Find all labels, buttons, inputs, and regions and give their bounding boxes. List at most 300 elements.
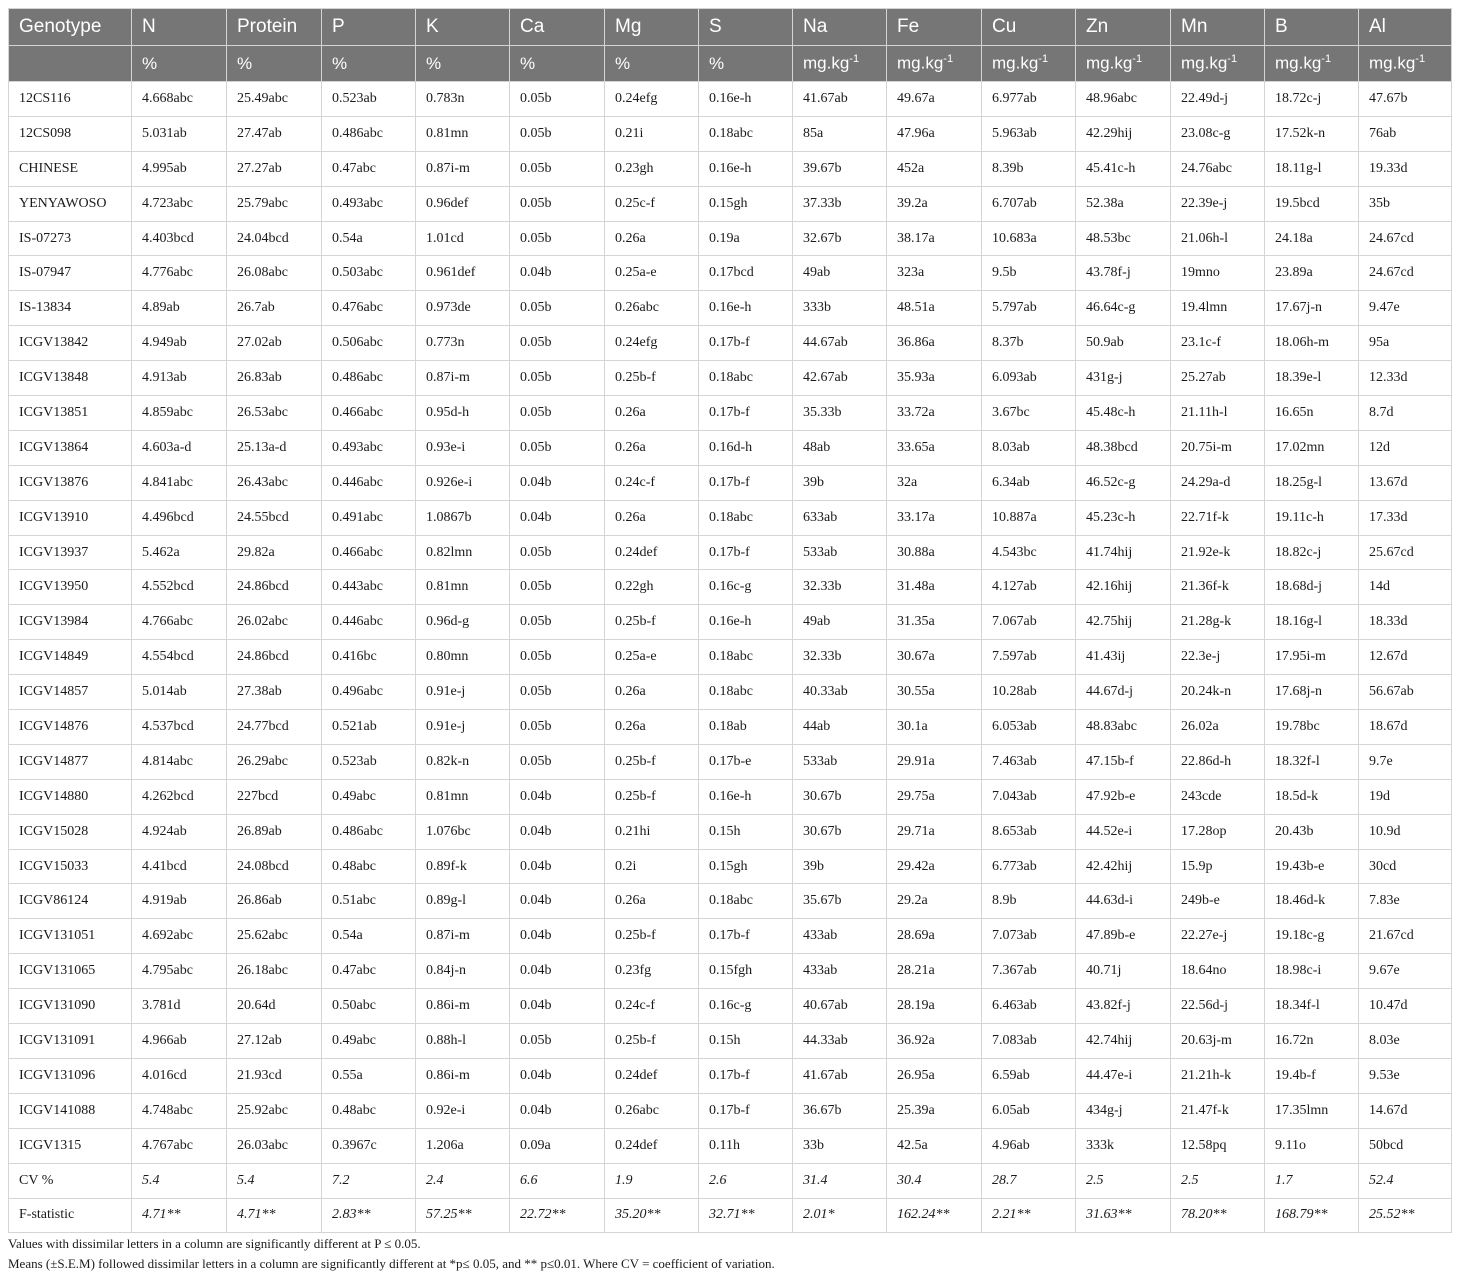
- table-cell: 433ab: [793, 919, 887, 954]
- table-cell: 2.01*: [793, 1198, 887, 1233]
- table-cell: 22.49d-j: [1171, 82, 1265, 117]
- table-cell: 0.05b: [510, 605, 605, 640]
- table-cell: 20.75i-m: [1171, 430, 1265, 465]
- table-cell: 0.54a: [322, 221, 416, 256]
- table-cell: 0.04b: [510, 1058, 605, 1093]
- table-cell: 27.38ab: [227, 675, 322, 710]
- table-cell: 30.4: [887, 1163, 982, 1198]
- table-cell: 19.11c-h: [1265, 500, 1359, 535]
- table-cell: 95a: [1359, 326, 1452, 361]
- table-cell: 0.17b-f: [699, 326, 793, 361]
- table-cell: 4.949ab: [132, 326, 227, 361]
- table-row: [9, 116, 1452, 151]
- table-cell: 533ab: [793, 744, 887, 779]
- table-row: [9, 256, 1452, 291]
- table-cell: 10.28ab: [982, 675, 1076, 710]
- table-row: [9, 919, 1452, 954]
- table-cell: 533ab: [793, 535, 887, 570]
- table-cell: 0.25b-f: [605, 744, 699, 779]
- table-cell: 0.961def: [416, 256, 510, 291]
- table-cell: 21.67cd: [1359, 919, 1452, 954]
- table-cell: 0.16e-h: [699, 605, 793, 640]
- table-cell: 48ab: [793, 430, 887, 465]
- table-cell: 0.05b: [510, 396, 605, 431]
- column-header: Protein: [227, 9, 322, 46]
- table-cell: 0.81mn: [416, 570, 510, 605]
- table-cell: 7.463ab: [982, 744, 1076, 779]
- table-row: [9, 535, 1452, 570]
- table-cell: 40.71j: [1076, 954, 1171, 989]
- table-cell: 19.4lmn: [1171, 291, 1265, 326]
- table-cell: 25.27ab: [1171, 361, 1265, 396]
- table-row: [9, 1024, 1452, 1059]
- table-cell: 0.17b-f: [699, 919, 793, 954]
- table-cell: 7.83e: [1359, 884, 1452, 919]
- table-cell: 1.9: [605, 1163, 699, 1198]
- table-cell: 42.74hij: [1076, 1024, 1171, 1059]
- table-cell: 27.27ab: [227, 151, 322, 186]
- table-cell: 17.52k-n: [1265, 116, 1359, 151]
- table-cell: 0.05b: [510, 116, 605, 151]
- table-cell: 23.89a: [1265, 256, 1359, 291]
- table-cell: 9.53e: [1359, 1058, 1452, 1093]
- table-cell: 18.39e-l: [1265, 361, 1359, 396]
- table-cell: 41.67ab: [793, 1058, 887, 1093]
- table-cell: 26.29abc: [227, 744, 322, 779]
- table-cell: 39b: [793, 849, 887, 884]
- table-cell: 12.58pq: [1171, 1128, 1265, 1163]
- table-cell: 0.91e-j: [416, 675, 510, 710]
- table-cell: 0.26a: [605, 710, 699, 745]
- table-cell: 23.08c-g: [1171, 116, 1265, 151]
- table-cell: 33.17a: [887, 500, 982, 535]
- table-cell: 32.33b: [793, 640, 887, 675]
- table-cell: 0.15gh: [699, 849, 793, 884]
- table-cell: 43.82f-j: [1076, 989, 1171, 1024]
- table-cell: 52.38a: [1076, 186, 1171, 221]
- table-cell: 2.83**: [322, 1198, 416, 1233]
- unit-header: [9, 46, 132, 82]
- table-cell: 6.053ab: [982, 710, 1076, 745]
- table-cell: 38.17a: [887, 221, 982, 256]
- table-cell: 35.20**: [605, 1198, 699, 1233]
- table-cell: 48.96abc: [1076, 82, 1171, 117]
- row-label: ICGV13842: [9, 326, 132, 361]
- row-label: ICGV14876: [9, 710, 132, 745]
- table-cell: 0.16e-h: [699, 779, 793, 814]
- table-cell: 0.486abc: [322, 361, 416, 396]
- table-row: [9, 814, 1452, 849]
- table-cell: 28.19a: [887, 989, 982, 1024]
- table-cell: 18.33d: [1359, 605, 1452, 640]
- table-cell: 43.78f-j: [1076, 256, 1171, 291]
- table-cell: 40.67ab: [793, 989, 887, 1024]
- table-row: [9, 570, 1452, 605]
- table-cell: 0.82k-n: [416, 744, 510, 779]
- table-cell: 5.4: [227, 1163, 322, 1198]
- table-cell: 20.43b: [1265, 814, 1359, 849]
- table-cell: 6.773ab: [982, 849, 1076, 884]
- table-cell: 25.39a: [887, 1093, 982, 1128]
- table-cell: 44.67ab: [793, 326, 887, 361]
- table-cell: 0.86i-m: [416, 989, 510, 1024]
- table-cell: 0.523ab: [322, 744, 416, 779]
- table-cell: 3.67bc: [982, 396, 1076, 431]
- table-cell: 4.127ab: [982, 570, 1076, 605]
- table-cell: 243cde: [1171, 779, 1265, 814]
- table-cell: 12.33d: [1359, 361, 1452, 396]
- table-cell: 4.748abc: [132, 1093, 227, 1128]
- table-cell: 22.71f-k: [1171, 500, 1265, 535]
- table-cell: 35.67b: [793, 884, 887, 919]
- unit-header: %: [416, 46, 510, 82]
- row-label: CHINESE: [9, 151, 132, 186]
- footnote-line: Means (±S.E.M) followed dissimilar letters in a column are significantly different at *p≤ 0.05, and ** p≤0.01. Where CV = coefficient of variation.: [8, 1256, 775, 1271]
- table-cell: 44ab: [793, 710, 887, 745]
- table-cell: 47.96a: [887, 116, 982, 151]
- table-cell: 28.69a: [887, 919, 982, 954]
- table-cell: 16.65n: [1265, 396, 1359, 431]
- table-cell: 0.26a: [605, 430, 699, 465]
- table-cell: 4.766abc: [132, 605, 227, 640]
- table-cell: 0.86i-m: [416, 1058, 510, 1093]
- footnote-line: Values with dissimilar letters in a column are significantly different at P ≤ 0.05.: [8, 1236, 421, 1251]
- table-cell: 249b-e: [1171, 884, 1265, 919]
- row-label: 12CS116: [9, 82, 132, 117]
- table-cell: 17.02mn: [1265, 430, 1359, 465]
- table-cell: 24.29a-d: [1171, 465, 1265, 500]
- table-cell: 21.36f-k: [1171, 570, 1265, 605]
- table-cell: 18.11g-l: [1265, 151, 1359, 186]
- table-cell: 6.977ab: [982, 82, 1076, 117]
- table-cell: 26.03abc: [227, 1128, 322, 1163]
- table-cell: 18.82c-j: [1265, 535, 1359, 570]
- table-cell: 0.81mn: [416, 116, 510, 151]
- table-cell: 36.67b: [793, 1093, 887, 1128]
- table-cell: 36.86a: [887, 326, 982, 361]
- table-cell: 8.9b: [982, 884, 1076, 919]
- table-cell: 0.17b-f: [699, 1093, 793, 1128]
- table-cell: 0.05b: [510, 640, 605, 675]
- table-row: [9, 744, 1452, 779]
- table-cell: 4.913ab: [132, 361, 227, 396]
- row-label: ICGV14880: [9, 779, 132, 814]
- table-cell: 22.27e-j: [1171, 919, 1265, 954]
- table-cell: 32a: [887, 465, 982, 500]
- table-cell: 0.24def: [605, 1058, 699, 1093]
- table-cell: 227bcd: [227, 779, 322, 814]
- table-cell: 0.486abc: [322, 814, 416, 849]
- table-cell: 25.52**: [1359, 1198, 1452, 1233]
- table-cell: 0.491abc: [322, 500, 416, 535]
- table-cell: 0.26abc: [605, 1093, 699, 1128]
- table-cell: 0.87i-m: [416, 919, 510, 954]
- table-cell: 0.48abc: [322, 849, 416, 884]
- table-cell: 452a: [887, 151, 982, 186]
- table-cell: 5.014ab: [132, 675, 227, 710]
- table-cell: 26.83ab: [227, 361, 322, 396]
- table-cell: 2.5: [1076, 1163, 1171, 1198]
- table-cell: 2.5: [1171, 1163, 1265, 1198]
- row-label: YENYAWOSO: [9, 186, 132, 221]
- table-cell: 26.86ab: [227, 884, 322, 919]
- table-cell: 0.51abc: [322, 884, 416, 919]
- table-row: [9, 1058, 1452, 1093]
- table-cell: 0.466abc: [322, 535, 416, 570]
- table-cell: 28.7: [982, 1163, 1076, 1198]
- table-cell: 323a: [887, 256, 982, 291]
- table-cell: 29.2a: [887, 884, 982, 919]
- table-cell: 0.25b-f: [605, 919, 699, 954]
- table-cell: 10.9d: [1359, 814, 1452, 849]
- column-header: Na: [793, 9, 887, 46]
- table-cell: 0.04b: [510, 849, 605, 884]
- row-label: ICGV14877: [9, 744, 132, 779]
- unit-header: %: [132, 46, 227, 82]
- table-cell: 0.16e-h: [699, 82, 793, 117]
- column-header: P: [322, 9, 416, 46]
- table-cell: 0.04b: [510, 465, 605, 500]
- unit-header: %: [605, 46, 699, 82]
- table-cell: 4.919ab: [132, 884, 227, 919]
- table-cell: 1.206a: [416, 1128, 510, 1163]
- table-row: [9, 710, 1452, 745]
- table-cell: 8.39b: [982, 151, 1076, 186]
- table-cell: 0.24efg: [605, 82, 699, 117]
- table-cell: 44.47e-i: [1076, 1058, 1171, 1093]
- table-cell: 0.16c-g: [699, 989, 793, 1024]
- table-cell: 0.24efg: [605, 326, 699, 361]
- table-cell: 27.12ab: [227, 1024, 322, 1059]
- table-cell: 18.46d-k: [1265, 884, 1359, 919]
- table-cell: 0.486abc: [322, 116, 416, 151]
- table-cell: 333k: [1076, 1128, 1171, 1163]
- table-row: [9, 186, 1452, 221]
- column-header: Cu: [982, 9, 1076, 46]
- table-cell: 26.18abc: [227, 954, 322, 989]
- table-cell: 29.71a: [887, 814, 982, 849]
- table-cell: 4.543bc: [982, 535, 1076, 570]
- table-cell: 0.25a-e: [605, 640, 699, 675]
- table-cell: 0.493abc: [322, 186, 416, 221]
- table-cell: 17.33d: [1359, 500, 1452, 535]
- table-cell: 7.597ab: [982, 640, 1076, 675]
- table-cell: 9.47e: [1359, 291, 1452, 326]
- table-cell: 29.42a: [887, 849, 982, 884]
- table-cell: 8.37b: [982, 326, 1076, 361]
- table-cell: 0.25b-f: [605, 361, 699, 396]
- table-cell: 45.48c-h: [1076, 396, 1171, 431]
- table-cell: 434g-j: [1076, 1093, 1171, 1128]
- row-label: IS-07947: [9, 256, 132, 291]
- table-cell: 0.49abc: [322, 779, 416, 814]
- table-cell: 0.493abc: [322, 430, 416, 465]
- table-cell: 0.81mn: [416, 779, 510, 814]
- table-cell: 0.18abc: [699, 675, 793, 710]
- table-cell: 1.0867b: [416, 500, 510, 535]
- table-cell: 4.795abc: [132, 954, 227, 989]
- table-cell: 0.16e-h: [699, 151, 793, 186]
- row-label: ICGV131051: [9, 919, 132, 954]
- table-cell: 21.93cd: [227, 1058, 322, 1093]
- table-cell: 24.04bcd: [227, 221, 322, 256]
- column-header: Zn: [1076, 9, 1171, 46]
- unit-header: $mg.kg^{-1}$: [887, 46, 982, 82]
- table-cell: 33.65a: [887, 430, 982, 465]
- table-cell: 12.67d: [1359, 640, 1452, 675]
- table-cell: 18.25g-l: [1265, 465, 1359, 500]
- table-cell: 0.23gh: [605, 151, 699, 186]
- row-label: ICGV13910: [9, 500, 132, 535]
- row-label: ICGV131091: [9, 1024, 132, 1059]
- table-cell: 0.21hi: [605, 814, 699, 849]
- table-cell: 0.05b: [510, 361, 605, 396]
- table-cell: 1.076bc: [416, 814, 510, 849]
- table-row: [9, 779, 1452, 814]
- table-cell: 37.33b: [793, 186, 887, 221]
- row-label: 12CS098: [9, 116, 132, 151]
- table-cell: 0.05b: [510, 744, 605, 779]
- table-cell: 0.17bcd: [699, 256, 793, 291]
- table-cell: 31.4: [793, 1163, 887, 1198]
- row-label: ICGV13851: [9, 396, 132, 431]
- table-cell: 0.496abc: [322, 675, 416, 710]
- table-cell: 0.18abc: [699, 640, 793, 675]
- table-cell: 0.04b: [510, 500, 605, 535]
- table-cell: 17.95i-m: [1265, 640, 1359, 675]
- table-cell: 0.26a: [605, 500, 699, 535]
- table-cell: 18.34f-l: [1265, 989, 1359, 1024]
- table-cell: 6.463ab: [982, 989, 1076, 1024]
- table-cell: 26.53abc: [227, 396, 322, 431]
- table-cell: 433ab: [793, 954, 887, 989]
- table-cell: 17.35lmn: [1265, 1093, 1359, 1128]
- table-cell: 26.02a: [1171, 710, 1265, 745]
- table-row: [9, 82, 1452, 117]
- table-cell: 22.86d-h: [1171, 744, 1265, 779]
- table-row: [9, 326, 1452, 361]
- table-cell: 6.707ab: [982, 186, 1076, 221]
- table-cell: 47.92b-e: [1076, 779, 1171, 814]
- table-cell: 47.15b-f: [1076, 744, 1171, 779]
- table-cell: 8.653ab: [982, 814, 1076, 849]
- table-cell: 0.24def: [605, 1128, 699, 1163]
- table-cell: 7.367ab: [982, 954, 1076, 989]
- table-cell: 0.89f-k: [416, 849, 510, 884]
- table-cell: 18.5d-k: [1265, 779, 1359, 814]
- table-cell: 4.924ab: [132, 814, 227, 849]
- table-cell: 25.67cd: [1359, 535, 1452, 570]
- table-cell: 1.7: [1265, 1163, 1359, 1198]
- table-cell: 168.79**: [1265, 1198, 1359, 1233]
- table-cell: 48.53bc: [1076, 221, 1171, 256]
- table-cell: 31.35a: [887, 605, 982, 640]
- table-cell: 4.776abc: [132, 256, 227, 291]
- table-cell: 78.20**: [1171, 1198, 1265, 1233]
- table-cell: 0.26abc: [605, 291, 699, 326]
- table-cell: 0.521ab: [322, 710, 416, 745]
- table-cell: 0.25b-f: [605, 1024, 699, 1059]
- table-cell: 21.28g-k: [1171, 605, 1265, 640]
- table-cell: 5.4: [132, 1163, 227, 1198]
- table-cell: 6.59ab: [982, 1058, 1076, 1093]
- nutrient-table: [8, 8, 1452, 1233]
- table-cell: 30.67a: [887, 640, 982, 675]
- table-cell: 0.16e-h: [699, 291, 793, 326]
- unit-header: %: [510, 46, 605, 82]
- table-cell: 19mno: [1171, 256, 1265, 291]
- table-cell: 21.47f-k: [1171, 1093, 1265, 1128]
- table-cell: 42.5a: [887, 1128, 982, 1163]
- table-cell: 31.48a: [887, 570, 982, 605]
- table-cell: 0.50abc: [322, 989, 416, 1024]
- table-cell: 4.71**: [227, 1198, 322, 1233]
- table-cell: 46.64c-g: [1076, 291, 1171, 326]
- table-cell: 0.503abc: [322, 256, 416, 291]
- table-cell: 333b: [793, 291, 887, 326]
- table-row: [9, 465, 1452, 500]
- table-cell: 5.462a: [132, 535, 227, 570]
- table-cell: 0.24c-f: [605, 989, 699, 1024]
- table-body: [9, 82, 1452, 1233]
- table-cell: 0.18abc: [699, 884, 793, 919]
- table-cell: 0.17b-f: [699, 396, 793, 431]
- table-cell: 0.04b: [510, 256, 605, 291]
- row-label: ICGV13864: [9, 430, 132, 465]
- table-cell: 35.33b: [793, 396, 887, 431]
- table-cell: 5.797ab: [982, 291, 1076, 326]
- table-cell: 19.4b-f: [1265, 1058, 1359, 1093]
- table-cell: 76ab: [1359, 116, 1452, 151]
- table-cell: 0.92e-i: [416, 1093, 510, 1128]
- row-label: ICGV14849: [9, 640, 132, 675]
- row-label: ICGV14857: [9, 675, 132, 710]
- table-row: [9, 1128, 1452, 1163]
- table-cell: 0.91e-j: [416, 710, 510, 745]
- table-cell: 0.26a: [605, 884, 699, 919]
- table-cell: 0.506abc: [322, 326, 416, 361]
- row-label: ICGV15033: [9, 849, 132, 884]
- table-cell: 45.23c-h: [1076, 500, 1171, 535]
- table-cell: 4.692abc: [132, 919, 227, 954]
- table-cell: 24.55bcd: [227, 500, 322, 535]
- table-cell: 41.43ij: [1076, 640, 1171, 675]
- table-cell: 17.68j-n: [1265, 675, 1359, 710]
- table-cell: 4.966ab: [132, 1024, 227, 1059]
- table-cell: 26.7ab: [227, 291, 322, 326]
- table-cell: 30.88a: [887, 535, 982, 570]
- row-label: ICGV13876: [9, 465, 132, 500]
- table-cell: 29.91a: [887, 744, 982, 779]
- unit-header: $mg.kg^{-1}$: [1171, 46, 1265, 82]
- table-cell: 4.995ab: [132, 151, 227, 186]
- table-cell: 0.05b: [510, 221, 605, 256]
- table-cell: 162.24**: [887, 1198, 982, 1233]
- table-cell: 0.05b: [510, 151, 605, 186]
- table-cell: 10.47d: [1359, 989, 1452, 1024]
- table-cell: 26.89ab: [227, 814, 322, 849]
- table-cell: 6.093ab: [982, 361, 1076, 396]
- stat-row: [9, 1163, 1452, 1198]
- table-cell: 0.96def: [416, 186, 510, 221]
- table-row: [9, 675, 1452, 710]
- table-cell: 4.71**: [132, 1198, 227, 1233]
- table-cell: 18.67d: [1359, 710, 1452, 745]
- table-cell: 49ab: [793, 256, 887, 291]
- unit-header: $mg.kg^{-1}$: [1359, 46, 1452, 82]
- table-cell: 4.723abc: [132, 186, 227, 221]
- table-cell: 431g-j: [1076, 361, 1171, 396]
